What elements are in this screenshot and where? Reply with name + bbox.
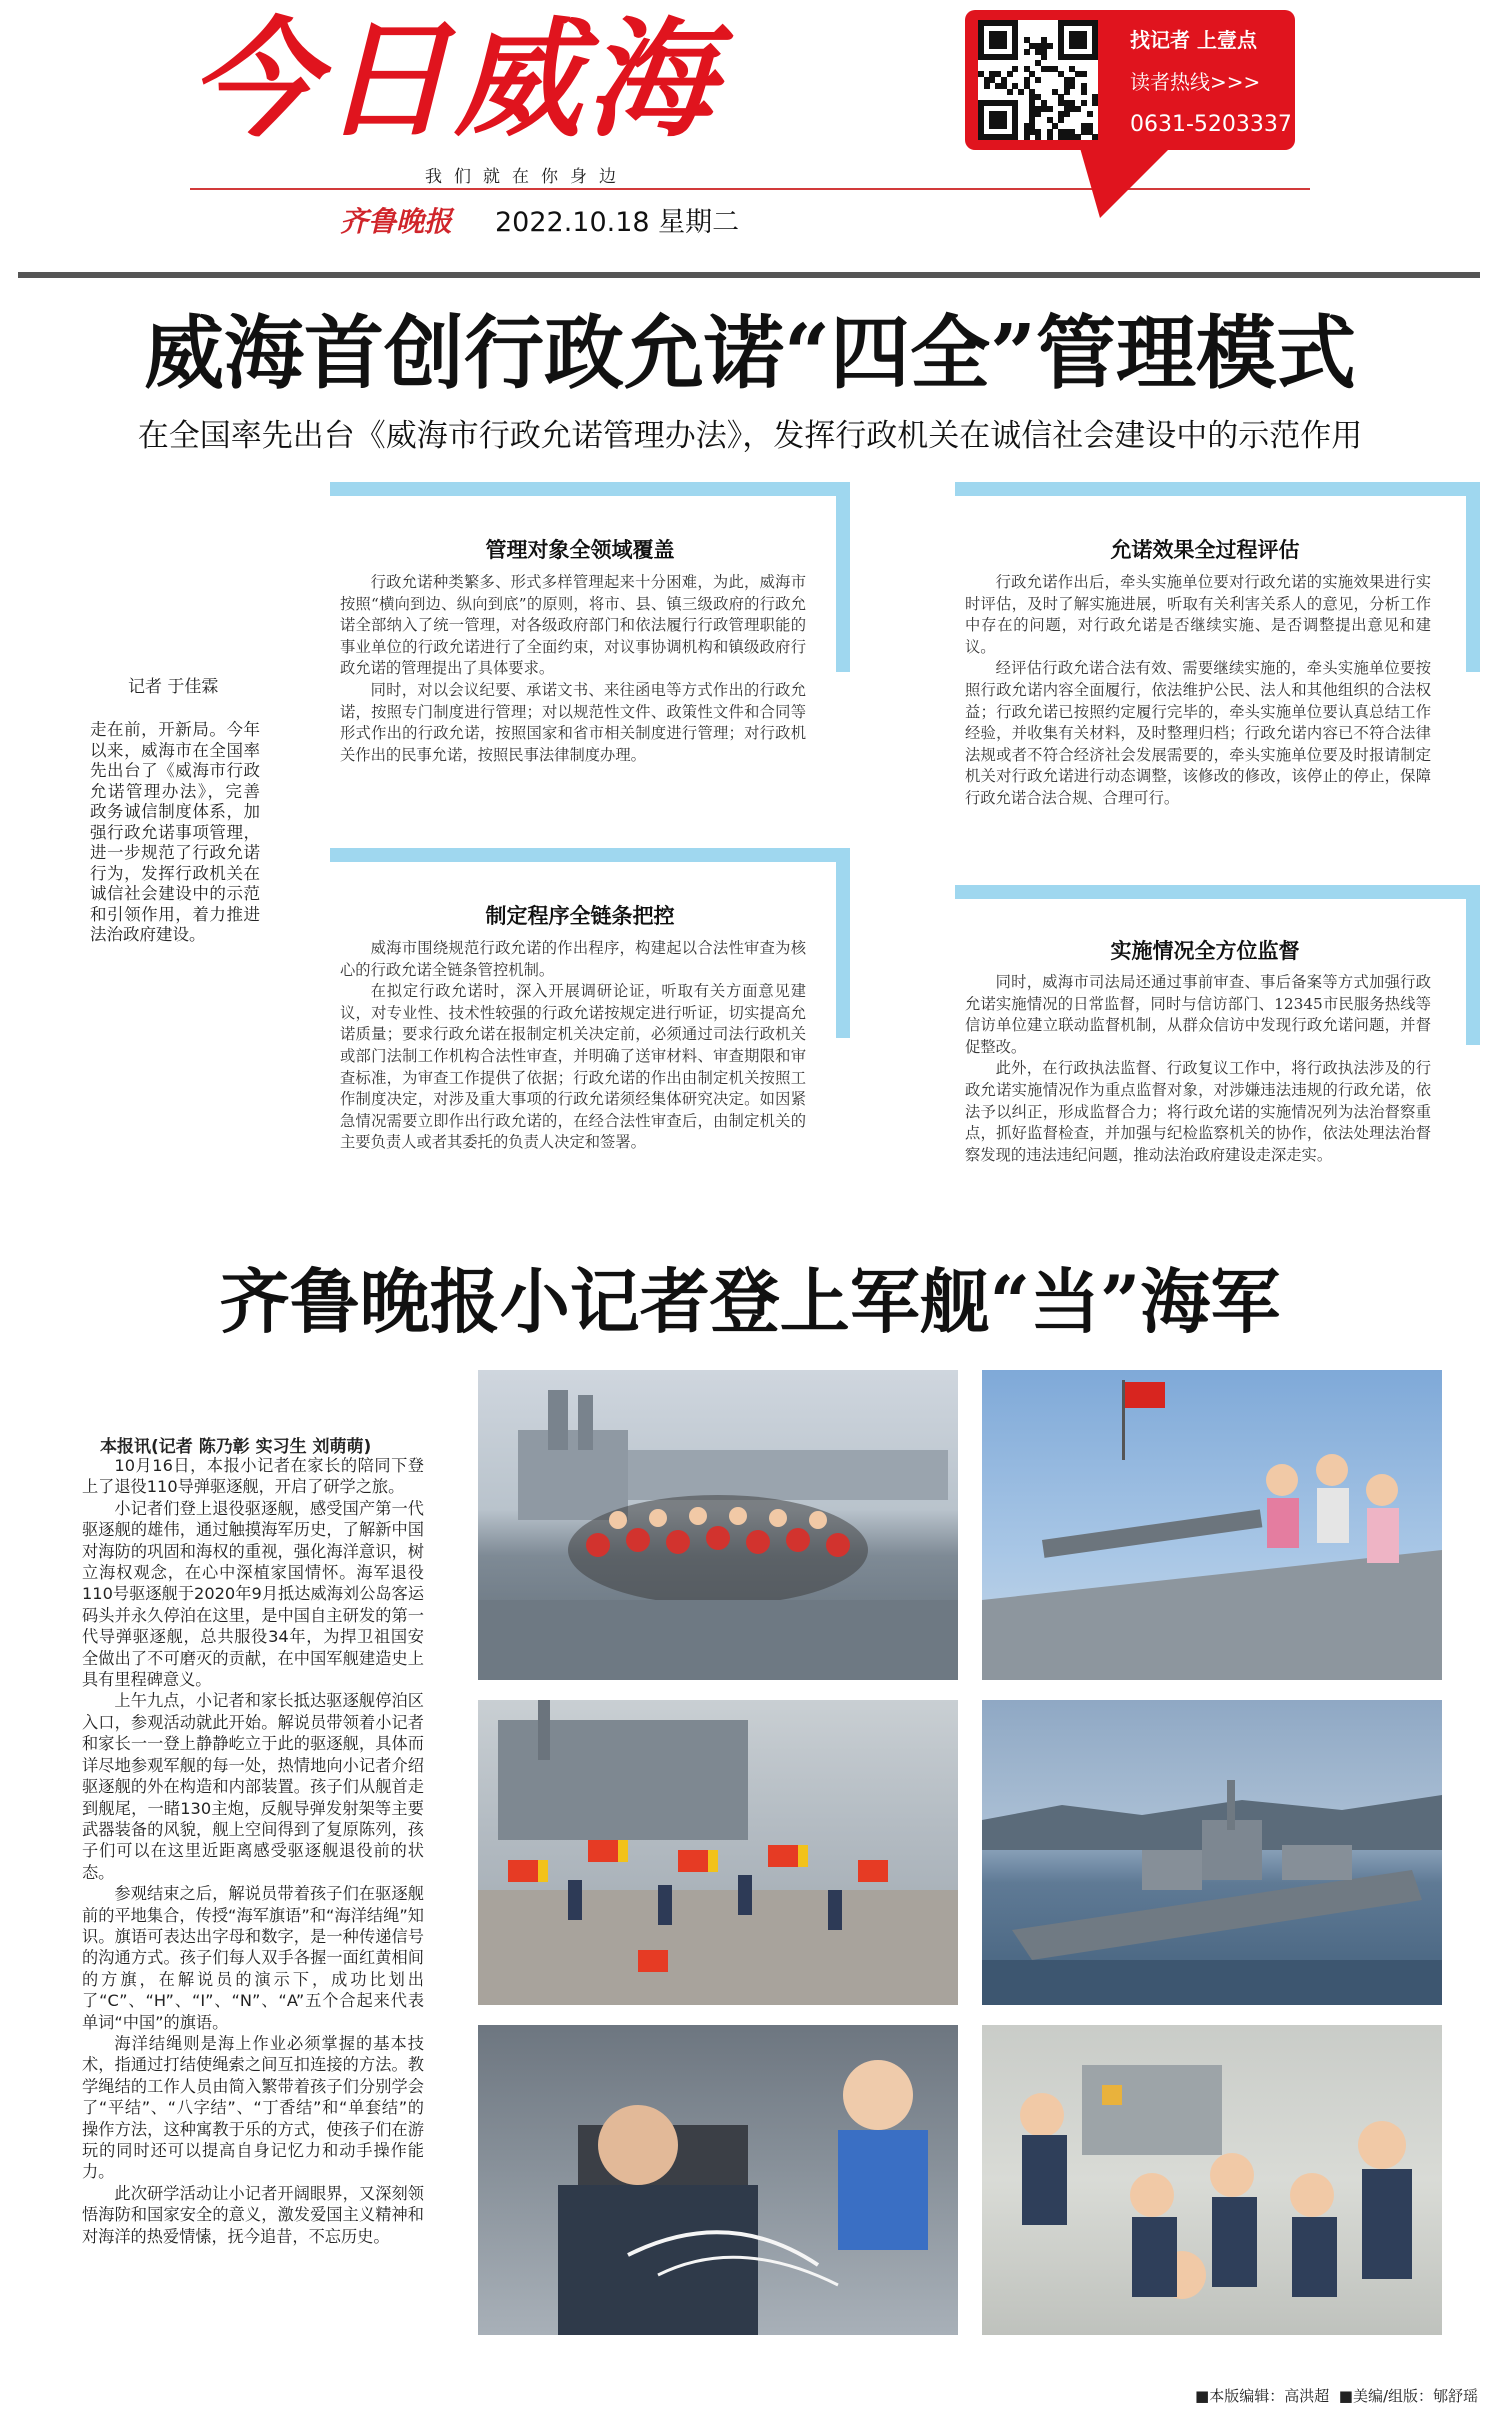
contact-line2: 读者热线>>> bbox=[1130, 70, 1261, 94]
paper-name: 齐鲁晚报 bbox=[340, 205, 453, 238]
section2-paragraph: 行政允诺作出后，牵头实施单位要对行政允诺的实施效果进行实时评估，及时了解实施进展，听取有关利害关系人的意见，分析工作中存在的问题，对行政允诺是否继续实施、是否调整提出意见和建议。 bbox=[965, 573, 1431, 656]
section3-paragraph: 在拟定行政允诺时，深入开展调研论证，听取有关方面意见建议，对专业性、技术性较强的行政允诺按规定进行听证，切实提高允诺质量；要求行政允诺在报制定机关决定前，必须通过司法行政机关或部门法制工作机构合法性审查，并明确了送审材料、审查期限和审查标准，为审查工作提供了依据；行政允诺的作出由制定机关按照工作制度决定，对涉及重大事项的行政允诺须经集体研究决定。如因紧急情况需要立即作出行政允诺的，在经合法性审查后，由制定机关的主要负责人或者其委托的负责人决定和签署。 bbox=[340, 982, 806, 1152]
section2-body bbox=[965, 572, 1431, 810]
editor-credit: ■本版编辑：高洪超 bbox=[1195, 2387, 1330, 2405]
section3-paragraph: 威海市围绕规范行政允诺的作出程序，构建起以合法性审查为核心的行政允诺全链条管控机制。 bbox=[340, 939, 806, 979]
section3-title: 制定程序全链条把控 bbox=[485, 903, 675, 928]
section4-body bbox=[965, 972, 1431, 1166]
masthead-title: 今日威海 bbox=[190, 6, 719, 155]
box2-frame-right bbox=[1466, 482, 1480, 672]
photo-destroyer-harbor bbox=[982, 1700, 1442, 2005]
article1-lede: 走在前，开新局。今年以来，威海市在全国率先出台了《威海市行政允诺管理办法》，完善政务诚信制度体系，加强行政允诺事项管理，进一步规范了行政允诺行为，发挥行政机关在诚信社会建设中的示范和引领作用，着力推进法治政府建设。 bbox=[90, 720, 260, 944]
article2-paragraph: 参观结束之后，解说员带着孩子们在驱逐舰前的平地集合，传授“海军旗语”和“海洋结绳”知识。旗语可表达出字母和数字，是一种传递信号的沟通方式。孩子们每人双手各握一面红黄相间的方旗，在解说员的演示下，成功比划出了“C”、“H”、“I”、“N”、“A”五个合起来代表单词“中国”的旗语。 bbox=[82, 1884, 424, 2032]
contact-panel-tail bbox=[1080, 148, 1170, 218]
photo-flag-semaphore bbox=[478, 1700, 958, 2005]
photo-kids-on-bow bbox=[982, 1370, 1442, 1680]
issue-date: 2022.10.18 星期二 bbox=[495, 207, 740, 238]
article1-subhead: 在全国率先出台《威海市行政允诺管理办法》，发挥行政机关在诚信社会建设中的示范作用 bbox=[137, 418, 1363, 454]
qr-code-icon bbox=[978, 20, 1098, 140]
section1-title: 管理对象全领域覆盖 bbox=[485, 537, 675, 562]
masthead-slogan: 我们就在你身边 bbox=[425, 167, 628, 187]
photo-knot-tying bbox=[478, 2025, 958, 2335]
box1-frame-right bbox=[836, 482, 850, 672]
section1-body bbox=[340, 572, 806, 766]
section2-title: 允诺效果全过程评估 bbox=[1110, 537, 1300, 562]
box4-frame-top bbox=[955, 885, 1480, 899]
photo-kids-in-cabin bbox=[982, 2025, 1442, 2335]
section2-paragraph: 经评估行政允诺合法有效、需要继续实施的，牵头实施单位要按照行政允诺内容全面履行，依法维护公民、法人和其他组织的合法权益；行政允诺已按照约定履行完毕的，牵头实施单位要认真总结工作经验，并收集有关材料，及时整理归档；行政允诺内容已不符合法律法规或者不符合经济社会发展需要的，牵头实施单位要及时报请制定机关对行政允诺进行动态调整，该修改的修改，该停止的停止，保障行政允诺合法合规、合理可行。 bbox=[965, 659, 1431, 807]
top-rule bbox=[18, 272, 1480, 278]
section1-paragraph: 同时，对以会议纪要、承诺文书、来往函电等方式作出的行政允诺，按照专门制度进行管理；对以规范性文件、政策性文件和合同等形式作出的行政允诺，按照国家和省市相关制度进行管理；对行政机关作出的民事允诺，按照民事法律制度办理。 bbox=[340, 680, 806, 764]
article1-headline: 威海首创行政允诺“四全”管理模式 bbox=[143, 306, 1357, 400]
article2-paragraph: 此次研学活动让小记者开阔眼界，又深刻领悟海防和国家安全的意义，激发爱国主义精神和对海洋的热爱情愫，抚今追昔，不忘历史。 bbox=[82, 2183, 424, 2246]
contact-phone: 0631-5203337 bbox=[1130, 112, 1292, 137]
contact-line1: 找记者 上壹点 bbox=[1130, 28, 1257, 52]
designer-credit: ■美编/组版：郇舒瑶 bbox=[1338, 2387, 1478, 2405]
box3-frame-right bbox=[836, 848, 850, 1038]
article2-paragraph: 10月16日，本报小记者在家长的陪同下登上了退役110导弹驱逐舰，开启了研学之旅。 bbox=[82, 1456, 424, 1497]
box2-frame-top bbox=[955, 482, 1480, 496]
box1-frame-top bbox=[330, 482, 850, 496]
page-credits bbox=[1195, 2385, 1478, 2406]
article2-headline: 齐鲁晚报小记者登上军舰“当”海军 bbox=[219, 1260, 1281, 1343]
article2-byline: 本报讯(记者 陈乃彰 实习生 刘萌萌) bbox=[100, 1437, 372, 1457]
section4-paragraph: 同时，威海市司法局还通过事前审查、事后备案等方式加强行政允诺实施情况的日常监督，同时与信访部门、12345市民服务热线等信访单位建立联动监督机制，从群众信访中发现行政允诺问题，并督促整改。 bbox=[965, 973, 1431, 1056]
box4-frame-right bbox=[1466, 885, 1480, 1045]
article2-paragraph: 海洋结绳则是海上作业必须掌握的基本技术，指通过打结使绳索之间互扣连接的方法。教学绳结的工作人员由简入繁带着孩子们分别学会了“平结”、“八字结”、“丁香结”和“单套结”的操作方法，这种寓教于乐的方式，使孩子们在游玩的同时还可以提高自身记忆力和动手操作能力。 bbox=[82, 2033, 424, 2182]
article2-paragraph: 小记者们登上退役驱逐舰，感受国产第一代驱逐舰的雄伟，通过触摸海军历史，了解新中国对海防的巩固和海权的重视，强化海洋意识，树立海权观念，在心中深植家国情怀。海军退役110号驱逐舰于2020年9月抵达威海刘公岛客运码头并永久停泊在这里，是中国自主研发的第一代导弹驱逐舰，总共服役34年，为捍卫祖国安全做出了不可磨灭的贡献，在中国军舰建造史上具有里程碑意义。 bbox=[82, 1498, 424, 1690]
photo-group-on-deck bbox=[478, 1370, 958, 1680]
section4-title: 实施情况全方位监督 bbox=[1110, 938, 1300, 963]
section4-paragraph: 此外，在行政执法监督、行政复议工作中，将行政执法涉及的行政允诺实施情况作为重点监督对象，对涉嫌违法违规的行政允诺，依法予以纠正，形成监督合力；将行政允诺的实施情况列为法治督察重点，抓好监督检查，并加强与纪检监察机关的协作，依法处理法治督察发现的违法违纪问题，推动法治政府建设走深走实。 bbox=[965, 1059, 1431, 1164]
article1-byline: 记者 于佳霖 bbox=[128, 677, 219, 697]
section3-body bbox=[340, 938, 806, 1154]
article2-body bbox=[82, 1455, 424, 2247]
box3-frame-top bbox=[330, 848, 850, 862]
section1-paragraph: 行政允诺种类繁多、形式多样管理起来十分困难，为此，威海市按照“横向到边、纵向到底”的原则，将市、县、镇三级政府的行政允诺全部纳入了统一管理，对各级政府部门和依法履行行政管理职能的事业单位的行政允诺进行了全面约束，对议事协调机构和镇级政府行政允诺的管理提出了具体要求。 bbox=[340, 573, 806, 678]
article2-paragraph: 上午九点，小记者和家长抵达驱逐舰停泊区入口，参观活动就此开始。解说员带领着小记者和家长一一登上静静屹立于此的驱逐舰，具体而详尽地参观军舰的每一处，热情地向小记者介绍驱逐舰的外在构造和内部装置。孩子们从舰首走到舰尾，一睹130主炮，反舰导弹发射架等主要武器装备的风貌，舰上空间得到了复原陈列，孩子们可以在这里近距离感受驱逐舰退役前的状态。 bbox=[82, 1691, 424, 1882]
